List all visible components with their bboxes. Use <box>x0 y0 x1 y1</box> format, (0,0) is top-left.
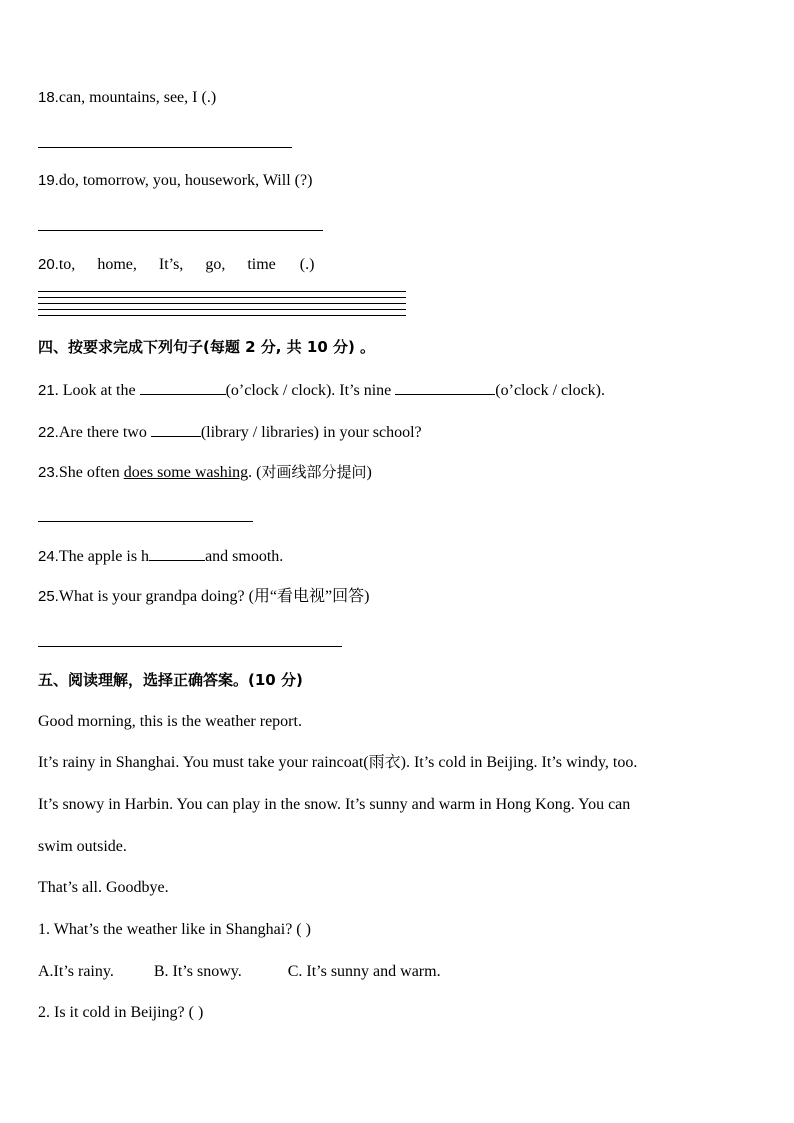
question-text: and smooth. <box>205 548 284 565</box>
word-5: time <box>247 256 276 273</box>
question-19 <box>38 171 312 191</box>
answer-line-23[interactable] <box>38 521 253 522</box>
reading-question-2: 2. Is it cold in Beijing? ( ) <box>38 1004 204 1021</box>
blank-21a[interactable] <box>140 379 226 395</box>
question-20 <box>38 255 314 275</box>
instruction-text: 对画线部分提问 <box>261 463 367 481</box>
question-text: . Look at the <box>54 382 140 399</box>
blank-22[interactable] <box>151 421 201 437</box>
question-text: . ( <box>248 464 262 481</box>
section-5-heading: 五、阅读理解，选择正确答案。(10 分) <box>38 671 303 689</box>
question-text: What is your grandpa doing? (用“看电视”回答) <box>58 588 370 605</box>
question-text: (o’clock / clock). <box>495 382 606 399</box>
reading-question-1-options <box>38 962 441 982</box>
blank-24[interactable] <box>149 545 205 561</box>
question-text: (library / libraries) in your school? <box>200 424 422 441</box>
question-number: 21 <box>38 382 55 399</box>
passage-line-5: That’s all. Goodbye. <box>38 879 169 896</box>
word-6: (.) <box>299 256 315 273</box>
question-text: ) <box>366 464 372 481</box>
question-number: 19. <box>38 172 59 189</box>
word-3: It’s, <box>158 256 184 273</box>
question-number: 24. <box>38 548 59 565</box>
answer-line-20d[interactable] <box>38 309 406 310</box>
question-18 <box>38 88 216 108</box>
passage-line-2: It’s rainy in Shanghai. You must take your raincoat(雨衣). It’s cold in Beijing. It’s windy, too. <box>38 754 638 771</box>
word-1: to, <box>58 256 76 273</box>
answer-line-18[interactable] <box>38 147 292 148</box>
question-number: 22. <box>38 424 59 441</box>
passage-line-1: Good morning, this is the weather report. <box>38 713 302 730</box>
reading-question-1: 1. What’s the weather like in Shanghai? ( ) <box>38 921 311 938</box>
question-number: 23. <box>38 464 59 481</box>
question-text: She often <box>58 464 124 481</box>
question-24 <box>38 545 283 567</box>
answer-line-20b[interactable] <box>38 297 406 298</box>
answer-line-20c[interactable] <box>38 303 406 304</box>
answer-line-20e[interactable] <box>38 315 406 316</box>
question-text: (o’clock / clock). It’s nine <box>225 382 396 399</box>
question-text: Are there two <box>58 424 151 441</box>
question-text: The apple is h <box>58 548 150 565</box>
question-22 <box>38 421 422 443</box>
word-4: go, <box>205 256 226 273</box>
question-number: 18. <box>38 89 59 106</box>
question-text: do, tomorrow, you, housework, Will (?) <box>58 172 313 189</box>
section-4-heading: 四、按要求完成下列句子(每题 2 分, 共 10 分) 。 <box>38 338 376 356</box>
question-23 <box>38 462 372 483</box>
option-c[interactable]: C. It’s sunny and warm. <box>287 963 441 980</box>
question-text: can, mountains, see, I (.) <box>58 89 217 106</box>
question-number: 25. <box>38 588 59 605</box>
blank-21b[interactable] <box>395 379 495 395</box>
passage-line-4: swim outside. <box>38 838 127 855</box>
answer-line-25[interactable] <box>38 646 342 647</box>
question-number: 20. <box>38 256 59 273</box>
answer-line-19[interactable] <box>38 230 323 231</box>
option-b[interactable]: B. It’s snowy. <box>153 963 242 980</box>
question-21 <box>38 379 605 401</box>
option-a[interactable]: A.It’s rainy. <box>38 963 114 980</box>
word-2: home, <box>97 256 137 273</box>
question-25 <box>38 587 369 607</box>
answer-line-20a[interactable] <box>38 291 406 292</box>
passage-line-3: It’s snowy in Harbin. You can play in the snow. It’s sunny and warm in Hong Kong. You can <box>38 796 631 813</box>
underlined-phrase: does some washing <box>123 464 249 481</box>
